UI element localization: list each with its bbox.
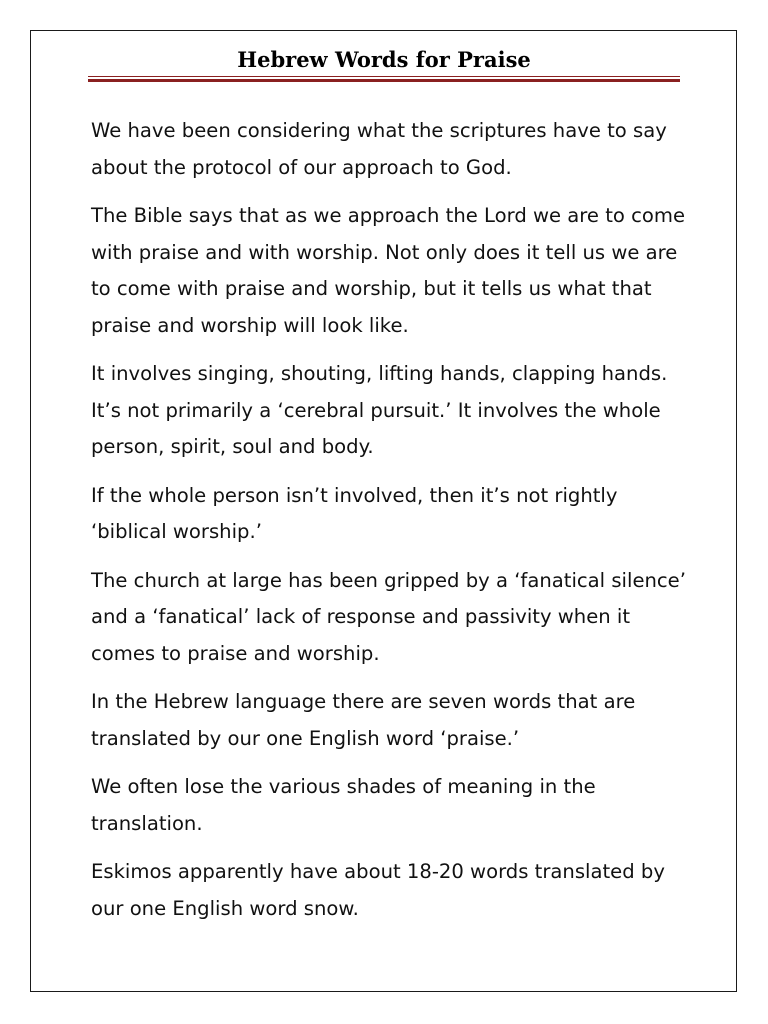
paragraph: Eskimos apparently have about 18-20 words translated by our one English word snow.	[91, 860, 665, 920]
paragraph: The Bible says that as we approach the Lord we are to come with praise and with worship. Not only does it tell us we are to come with praise and worship, but it tells us what that praise and worship will look like.	[91, 204, 686, 337]
document-body	[91, 113, 691, 939]
paragraph: We have been considering what the scriptures have to say about the protocol of our approach to God.	[91, 119, 667, 179]
paragraph: The church at large has been gripped by a ‘fanatical silence’ and a ‘fanatical’ lack of response and passivity when it comes to praise and worship.	[91, 568, 686, 665]
title-underline-thick	[88, 79, 680, 82]
paragraph: We often lose the various shades of meaning in the translation.	[91, 775, 596, 835]
paragraph: If the whole person isn’t involved, then it’s not rightly ‘biblical worship.’	[91, 483, 618, 543]
paragraph: In the Hebrew language there are seven words that are translated by our one English word ‘praise.’	[91, 690, 636, 750]
paragraph: It involves singing, shouting, lifting hands, clapping hands. It’s not primarily a ‘cerebral pursuit.’ It involves the whole person, spirit, soul and body.	[91, 362, 668, 458]
document-title: Hebrew Words for Praise	[237, 47, 531, 72]
title-underline-thin	[88, 76, 680, 77]
